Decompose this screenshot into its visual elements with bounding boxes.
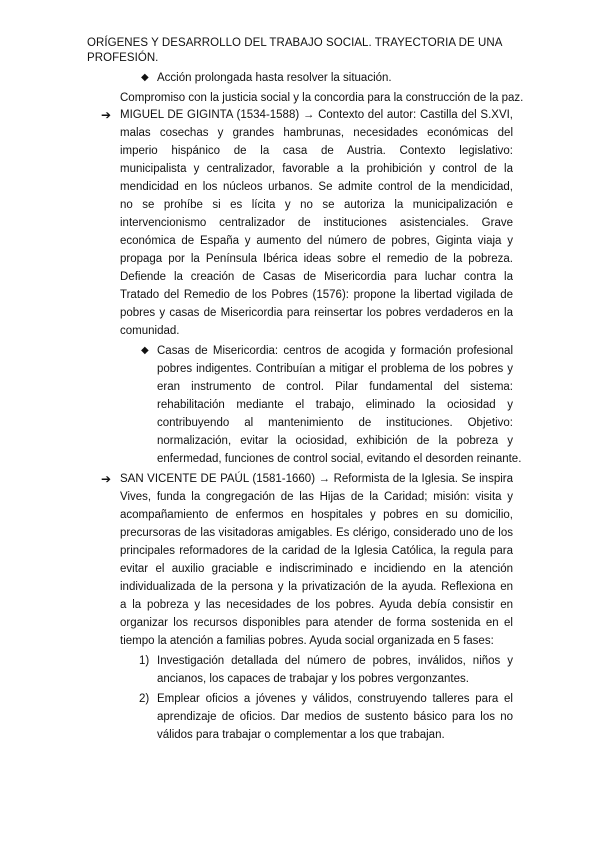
- page-title: ORÍGENES Y DESARROLLO DEL TRABAJO SOCIAL. TRAYECTORIA DE UNA PROFESIÓN.: [87, 37, 502, 64]
- list-item-line: ancianos, los capaces de trabajar y los pobres vergonzantes.: [157, 673, 469, 685]
- paragraph-line: individualizada de la persona y la privatización de la ayuda. Reflexiona en: [120, 581, 513, 593]
- sub-bullet-line: enfermedad, funciones de control social, evitando el desorden reinante.: [157, 453, 522, 465]
- paragraph-line: intervencionismo centralizador de instituciones asistenciales. Grave: [120, 217, 513, 229]
- arrow-bullet-icon: ➔: [101, 108, 112, 122]
- sub-bullet-line: contribuyendo al mantenimiento de instituciones. Objetivo:: [157, 417, 513, 429]
- paragraph-line: MIGUEL DE GIGINTA (1534-1588) → Contexto del autor: Castilla del S.XVI,: [120, 109, 513, 121]
- list-number: 2): [139, 693, 150, 705]
- paragraph-line: económica de España y aumento del número de pobres, Giginta viaja y: [120, 235, 513, 247]
- paragraph-line: principales reformadores de la caridad de la Iglesia Católica, la regula para: [120, 545, 513, 557]
- intro-line: Compromiso con la justicia social y la concordia para la construcción de la paz.: [120, 92, 524, 104]
- diamond-bullet-icon: ◆: [141, 72, 149, 83]
- paragraph-line: Tratado del Remedio de los Pobres (1576): propone la libertad vigilada de: [120, 289, 513, 301]
- paragraph-line: SAN VICENTE DE PAÚL (1581-1660) → Reformista de la Iglesia. Se inspira: [120, 473, 513, 485]
- paragraph-line: Defiende la creación de Casas de Misericordia para luchar contra la: [120, 271, 513, 283]
- paragraph-line: tiempo la atención a familias pobres. Ayuda social organizada en 5 fases:: [120, 635, 494, 647]
- list-item-line: Investigación detallada del número de pobres, inválidos, niños y: [157, 655, 513, 667]
- sub-bullet-line: rehabilitación mediante el trabajo, eliminado la ociosidad y: [157, 399, 513, 411]
- diamond-bullet-icon: ◆: [141, 345, 149, 356]
- paragraph-line: malas cosechas y grandes hambrunas, necesidades económicas del: [120, 127, 513, 139]
- paragraph-line: no se prohíbe si es lícita y no se autoriza la municipalización e: [120, 199, 513, 211]
- paragraph-line: comunidad.: [120, 325, 180, 337]
- intro-bullet-text: Acción prolongada hasta resolver la situación.: [157, 72, 392, 84]
- paragraph-line: evitar el auxilio graciable e indiscriminado e incidiendo en la atención: [120, 563, 513, 575]
- list-item-line: aprendizaje de oficios. Dar medios de sustento básico para los no: [157, 711, 513, 723]
- paragraph-line: pobres y casas de Misericordia para reinsertar los pobres verdaderos en la: [120, 307, 513, 319]
- sub-bullet-line: eran instrumento de control. Pilar fundamental del sistema:: [157, 381, 513, 393]
- paragraph-line: imperio hispánico de la casa de Austria. Contexto legislativo:: [120, 145, 513, 157]
- arrow-bullet-icon: ➔: [101, 472, 112, 486]
- paragraph-line: precursoras de las visitadoras amigables. Es clérigo, considerado uno de los: [120, 527, 513, 539]
- list-item-line: válidos para trabajar o complementar a los que trabajan.: [157, 729, 445, 741]
- paragraph-line: organizar los recursos disponibles para atender de forma sostenida en el: [120, 617, 513, 629]
- sub-bullet-line: normalización, evitar la ociosidad, exhibición de la pobreza y: [157, 435, 513, 447]
- paragraph-line: municipalista y centralizador, favorable a la prohibición y control de la: [120, 163, 513, 175]
- paragraph-line: a la pobreza y las necesidades de los pobres. Ayuda debía consistir en: [120, 599, 513, 611]
- paragraph-line: Vives, funda la congregación de las Hijas de la Caridad; misión: visita y: [120, 491, 513, 503]
- sub-bullet-line: Casas de Misericordia: centros de acogida y formación profesional: [157, 345, 513, 357]
- paragraph-line: acompañamiento de enfermos en hospitales y pobres en su domicilio,: [120, 509, 513, 521]
- paragraph-line: mendicidad en los núcleos urbanos. Se admite control de la mendicidad,: [120, 181, 513, 193]
- list-number: 1): [139, 655, 150, 667]
- sub-bullet-line: pobres indigentes. Contribuían a mitigar el problema de los pobres y: [157, 363, 513, 375]
- list-item-line: Emplear oficios a jóvenes y válidos, construyendo talleres para el: [157, 693, 513, 705]
- paragraph-line: propaga por la Península Ibérica ideas sobre el remedio de la pobreza.: [120, 253, 513, 265]
